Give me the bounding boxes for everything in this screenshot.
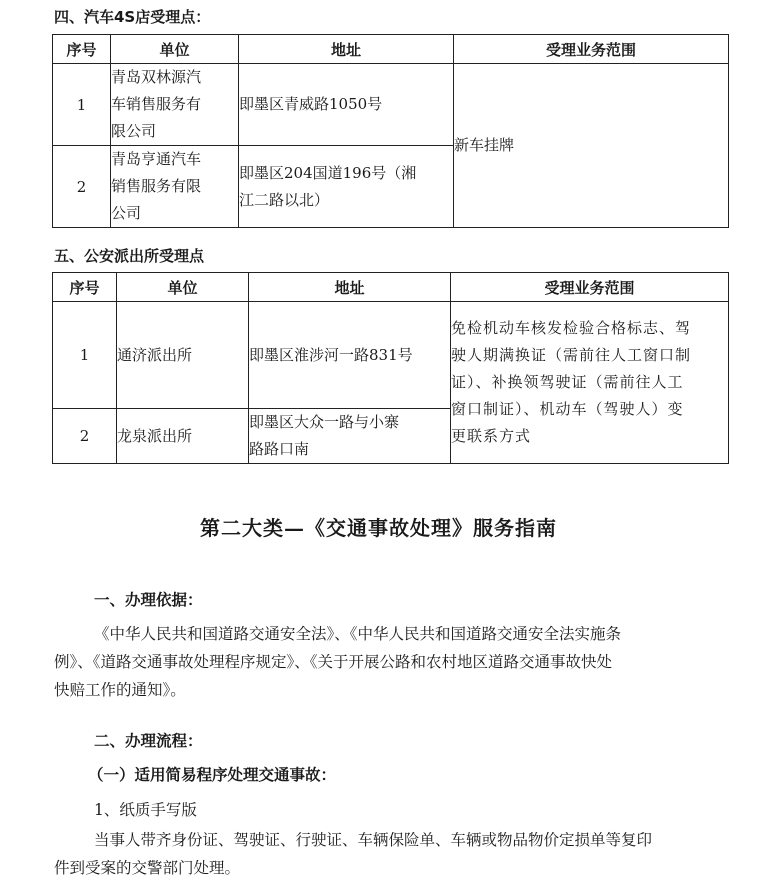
basis-paragraph	[54, 620, 621, 704]
row-num: 2	[53, 409, 117, 464]
address-line: 即墨区204国道196号（湘	[239, 163, 417, 182]
unit-line: 限公司	[111, 122, 157, 140]
guide-title: 第二大类—《交通事故处理》服务指南	[200, 516, 557, 540]
section5-table	[52, 272, 729, 464]
row-unit	[111, 64, 239, 146]
header-num: 序号	[53, 35, 111, 64]
basis-heading: 一、办理依据：	[94, 591, 203, 609]
address-line: 即墨区淮涉河一路831号	[249, 345, 413, 364]
basis-line: 快赔工作的通知》。	[54, 681, 186, 699]
header-scope: 受理业务范围	[451, 273, 729, 302]
item1-label: 1、纸质手写版	[94, 801, 197, 819]
scope-line: 免检机动车核发检验合格标志、驾	[451, 319, 692, 337]
row-scope	[451, 302, 729, 464]
address-line: 即墨区大众一路与小寨	[249, 413, 400, 431]
item1-paragraph	[54, 826, 652, 882]
simple-procedure-heading: （一）适用简易程序处理交通事故：	[88, 766, 337, 784]
address-line: 路路口南	[249, 440, 310, 458]
row-scope: 新车挂牌	[454, 64, 729, 228]
basis-line: 《中华人民共和国道路交通安全法》、《中华人民共和国道路交通安全法实施条	[94, 625, 622, 643]
section4-heading: 四、汽车4S店受理点：	[54, 8, 211, 26]
section5-heading: 五、公安派出所受理点	[54, 247, 205, 265]
row-unit: 通济派出所	[117, 302, 249, 409]
unit-line: 青岛双林源汽	[111, 68, 202, 86]
row-num: 1	[53, 64, 111, 146]
header-unit: 单位	[111, 35, 239, 64]
header-scope: 受理业务范围	[454, 35, 729, 64]
scope-line: 驶人期满换证（需前往人工窗口制	[451, 346, 692, 364]
row-num: 2	[53, 146, 111, 228]
scope-line: 证）、补换领驾驶证（需前往人工	[451, 373, 684, 391]
unit-line: 车销售服务有	[111, 95, 202, 113]
row-unit	[111, 146, 239, 228]
header-num: 序号	[53, 273, 117, 302]
scope-line: 窗口制证）、机动车（驾驶人）变	[451, 400, 684, 418]
table-header-row	[53, 273, 729, 302]
header-address: 地址	[239, 35, 454, 64]
row-num: 1	[53, 302, 117, 409]
row-address	[249, 302, 451, 409]
header-address: 地址	[249, 273, 451, 302]
table-row	[53, 302, 729, 409]
row-address	[249, 409, 451, 464]
address-line: 江二路以北）	[239, 190, 330, 209]
address-line: 即墨区青威路1050号	[239, 95, 383, 113]
row-address	[239, 146, 454, 228]
scope-line: 更联系方式	[451, 427, 532, 445]
unit-line: 销售服务有限	[111, 177, 202, 195]
process-heading: 二、办理流程：	[94, 732, 203, 750]
section4-table	[52, 34, 729, 228]
table-row	[53, 64, 729, 146]
item1-line: 当事人带齐身份证、驾驶证、行驶证、车辆保险单、车辆或物品物价定损单等复印	[94, 831, 653, 849]
unit-line: 青岛亨通汽车	[111, 150, 202, 168]
table-header-row	[53, 35, 729, 64]
basis-line: 例》、《道路交通事故处理程序规定》、《关于开展公路和农村地区道路交通事故快处	[54, 653, 613, 671]
unit-line: 公司	[111, 204, 142, 222]
row-unit: 龙泉派出所	[117, 409, 249, 464]
header-unit: 单位	[117, 273, 249, 302]
row-address	[239, 64, 454, 146]
item1-line: 件到受案的交警部门处理。	[54, 859, 241, 877]
